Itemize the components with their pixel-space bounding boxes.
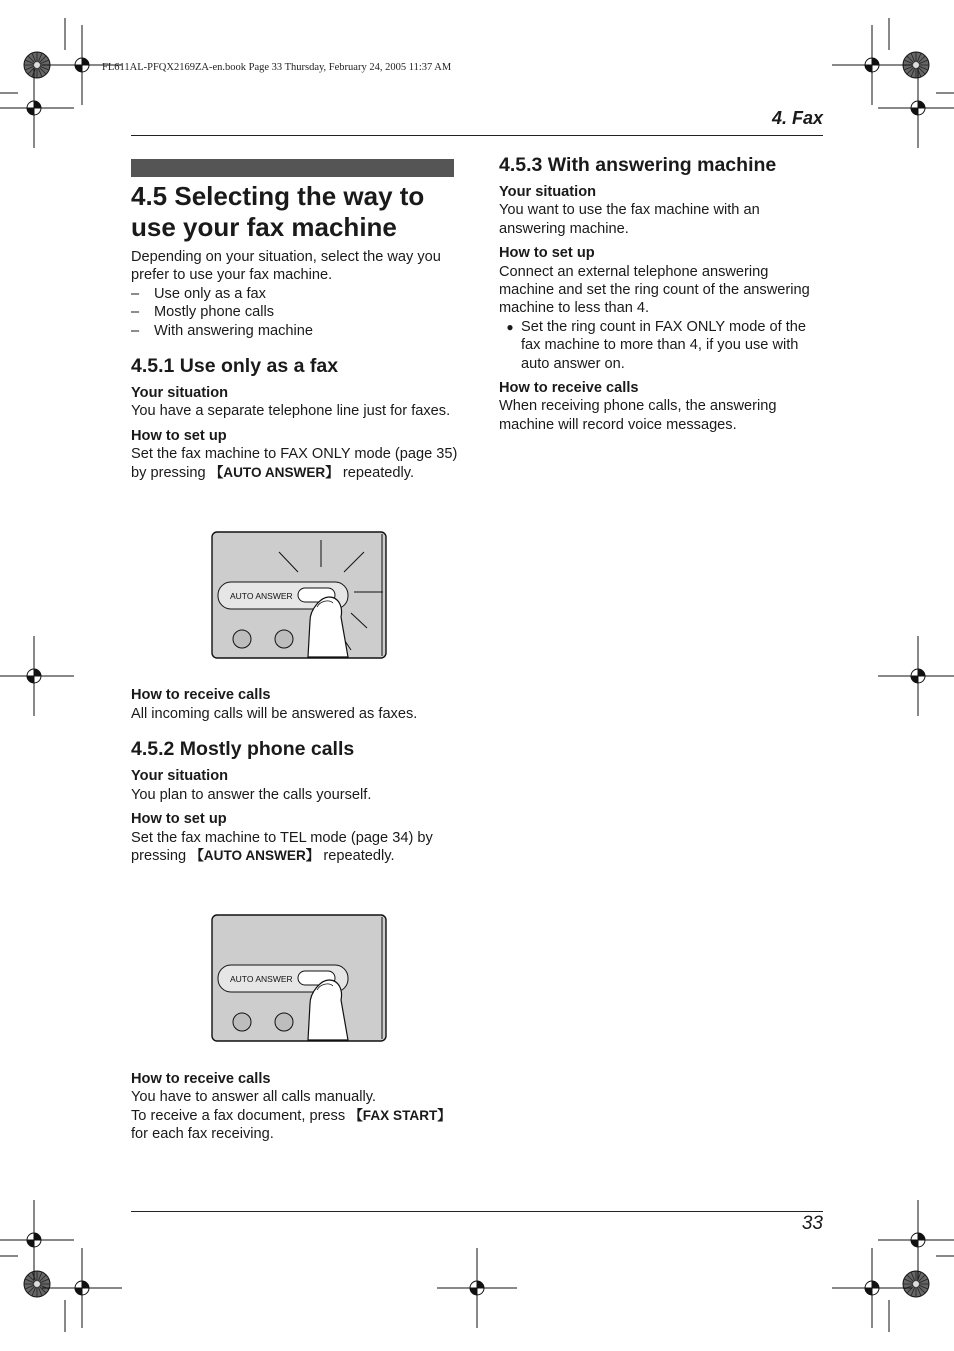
auto-answer-illustration-flashing <box>211 531 389 661</box>
footer-rule <box>131 1211 823 1212</box>
auto-answer-panel-label: AUTO ANSWER <box>230 974 293 985</box>
registration-mark-icon <box>832 25 912 105</box>
receive-text: When receiving phone calls, the answering machine will record voice messages. <box>499 398 777 433</box>
setup-heading: How to set up <box>131 427 227 444</box>
registration-mark-icon <box>0 636 74 716</box>
fax-start-key: 【FAX START】 <box>349 1107 451 1123</box>
registration-mark-icon <box>832 1248 912 1328</box>
situation-text: You have a separate telephone line just for faxes. <box>131 403 451 420</box>
situation-heading: Your situation <box>499 184 597 200</box>
receive-heading: How to receive calls <box>499 380 639 397</box>
left-column <box>131 159 461 1143</box>
receive-text: All incoming calls will be answered as faxes. <box>131 705 418 722</box>
page-number: 33 <box>801 1213 823 1234</box>
section-bar <box>131 159 454 177</box>
setup-heading: How to set up <box>499 245 595 262</box>
receive-text-1: You have to answer all calls manually. <box>131 1089 376 1106</box>
registration-mark-icon <box>878 636 954 716</box>
auto-answer-panel-label: AUTO ANSWER <box>230 591 293 602</box>
subsection-title-3: 4.5.3 With answering machine <box>499 154 777 176</box>
setup-heading: How to set up <box>131 811 227 828</box>
list-item: – Use only as a fax <box>131 285 266 302</box>
registration-mark-icon <box>878 1200 954 1280</box>
color-bar-icon <box>903 1271 929 1297</box>
registration-mark-icon <box>878 68 954 148</box>
receive-heading: How to receive calls <box>131 687 271 704</box>
section-title-line1: 4.5 Selecting the way to <box>131 181 425 211</box>
auto-answer-key: 【AUTO ANSWER】 <box>190 847 320 863</box>
list-item: – Mostly phone calls <box>131 304 275 321</box>
registration-mark-icon <box>42 1248 122 1328</box>
registration-mark-icon <box>437 1248 517 1328</box>
bullet-icon: ● <box>506 319 514 334</box>
header-rule <box>131 135 823 136</box>
situation-heading: Your situation <box>131 768 229 785</box>
auto-answer-illustration <box>211 914 389 1044</box>
subsection-title-1: 4.5.1 Use only as a fax <box>131 355 339 378</box>
section-title-line2: use your fax machine <box>131 212 397 242</box>
print-header: FL611AL-PFQX2169ZA-en.book Page 33 Thursday, February 24, 2005 11:37 AM <box>102 62 452 73</box>
section-intro: Depending on your situation, select the way you prefer to use your fax machine. <box>131 249 441 284</box>
receive-text-2: To receive a fax document, press 【FAX START】 for each fax receiving. <box>131 1107 451 1142</box>
subsection-title-2: 4.5.2 Mostly phone calls <box>131 738 355 761</box>
setup-text: Set the fax machine to TEL mode (page 34) by pressing 【AUTO ANSWER】 repeatedly. <box>131 829 433 864</box>
setup-text: Connect an external telephone answering machine and set the ring count of the answering machine to less than 4. <box>499 263 810 317</box>
chapter-title: 4. Fax <box>771 108 823 128</box>
setup-text: Set the fax machine to FAX ONLY mode (page 35) by pressing 【AUTO ANSWER】 repeatedly. <box>131 446 458 481</box>
situation-text: You want to use the fax machine with an answering machine. <box>499 202 760 237</box>
right-column <box>499 153 823 434</box>
situation-text: You plan to answer the calls yourself. <box>131 786 372 803</box>
situation-heading: Your situation <box>131 385 229 402</box>
section-title <box>131 181 461 243</box>
color-bar-icon <box>24 1271 50 1297</box>
list-item: – With answering machine <box>131 322 313 339</box>
bullet-item: ● Set the ring count in FAX ONLY mode of the fax machine to more than 4, if you use with auto answer on. <box>499 318 823 373</box>
registration-mark-icon <box>0 68 74 148</box>
receive-heading: How to receive calls <box>131 1070 271 1087</box>
registration-mark-icon <box>0 1200 74 1280</box>
auto-answer-key: 【AUTO ANSWER】 <box>209 464 339 480</box>
